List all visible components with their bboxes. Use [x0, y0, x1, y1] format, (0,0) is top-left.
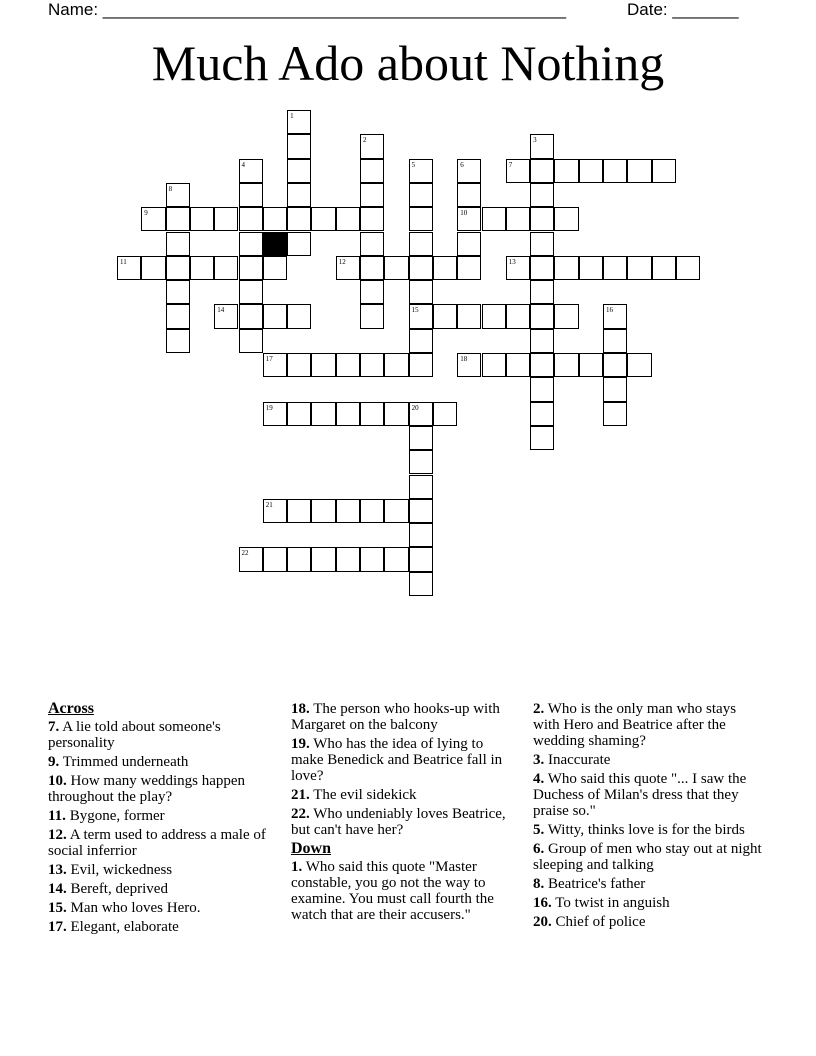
grid-cell[interactable]: [141, 256, 165, 280]
grid-cell[interactable]: [506, 256, 530, 280]
grid-cell[interactable]: [433, 256, 457, 280]
grid-cell[interactable]: [627, 159, 651, 183]
grid-cell[interactable]: [409, 523, 433, 547]
down-clue: 16. To twist in anguish: [533, 895, 670, 911]
grid-cell[interactable]: [506, 353, 530, 377]
grid-cell[interactable]: [409, 572, 433, 596]
grid-cell[interactable]: [530, 353, 554, 377]
grid-cell[interactable]: [627, 353, 651, 377]
grid-cell[interactable]: [360, 353, 384, 377]
grid-cell[interactable]: [239, 547, 263, 571]
grid-cell[interactable]: [409, 547, 433, 571]
grid-cell[interactable]: [360, 280, 384, 304]
grid-cell[interactable]: [506, 304, 530, 328]
down-clue: 2. Who is the only man who stays with Hero and Beatrice after the wedding shaming?: [533, 701, 737, 749]
name-field[interactable]: Name: _________________________________________________: [48, 0, 567, 19]
across-clue: 10. How many weddings happen throughout the play?: [48, 773, 246, 805]
grid-cell[interactable]: [360, 159, 384, 183]
grid-cell[interactable]: [336, 207, 360, 231]
grid-cell[interactable]: [239, 304, 263, 328]
grid-cell[interactable]: [239, 159, 263, 183]
grid-cell[interactable]: [579, 353, 603, 377]
grid-cell[interactable]: [239, 232, 263, 256]
grid-cell[interactable]: [263, 547, 287, 571]
grid-cell[interactable]: [166, 329, 190, 353]
grid-cell[interactable]: [530, 159, 554, 183]
down-heading: Down: [291, 840, 332, 857]
grid-cell[interactable]: [530, 304, 554, 328]
grid-cell[interactable]: [409, 304, 433, 328]
date-field[interactable]: Date: _______: [627, 0, 739, 19]
grid-cell[interactable]: [482, 304, 506, 328]
grid-cell[interactable]: [554, 304, 578, 328]
grid-cell[interactable]: [214, 207, 238, 231]
grid-cell[interactable]: [360, 207, 384, 231]
grid-cell[interactable]: [287, 207, 311, 231]
grid-cell[interactable]: [603, 304, 627, 328]
grid-cell[interactable]: [409, 159, 433, 183]
grid-cell[interactable]: [287, 110, 311, 134]
clue-number: 8: [168, 184, 173, 193]
grid-cell[interactable]: [263, 499, 287, 523]
grid-cell[interactable]: [360, 402, 384, 426]
clue-number: 22: [241, 549, 249, 558]
grid-cell[interactable]: [433, 402, 457, 426]
grid-cell[interactable]: [384, 256, 408, 280]
grid-cell[interactable]: [360, 134, 384, 158]
across-heading: Across: [48, 700, 94, 717]
grid-cell[interactable]: [214, 304, 238, 328]
grid-cell[interactable]: [652, 159, 676, 183]
grid-cell[interactable]: [336, 402, 360, 426]
grid-cell[interactable]: [482, 353, 506, 377]
grid-cell[interactable]: [627, 256, 651, 280]
down-clue: 20. Chief of police: [533, 914, 646, 930]
grid-cell[interactable]: [287, 304, 311, 328]
grid-cell[interactable]: [166, 280, 190, 304]
across-clue: 19. Who has the idea of lying to make Benedick and Beatrice fall in love?: [291, 736, 503, 784]
grid-cell[interactable]: [409, 402, 433, 426]
grid-cell[interactable]: [409, 450, 433, 474]
grid-cell[interactable]: [603, 402, 627, 426]
clue-number: 13: [508, 257, 516, 266]
grid-cell[interactable]: [287, 402, 311, 426]
grid-cell[interactable]: [311, 207, 335, 231]
grid-cell[interactable]: [360, 256, 384, 280]
grid-cell[interactable]: [287, 232, 311, 256]
clue-number: 17: [265, 355, 273, 363]
grid-cell[interactable]: [287, 159, 311, 183]
grid-cell[interactable]: [409, 353, 433, 377]
grid-cell[interactable]: [457, 256, 481, 280]
across-clue: 21. The evil sidekick: [291, 787, 417, 803]
grid-cell[interactable]: [554, 159, 578, 183]
grid-cell[interactable]: [409, 329, 433, 353]
grid-cell[interactable]: [360, 499, 384, 523]
grid-cell[interactable]: [554, 353, 578, 377]
grid-cell[interactable]: [409, 426, 433, 450]
grid-cell[interactable]: [530, 207, 554, 231]
grid-cell[interactable]: [263, 207, 287, 231]
grid-cell[interactable]: [336, 547, 360, 571]
grid-cell[interactable]: [409, 207, 433, 231]
grid-cell[interactable]: [311, 402, 335, 426]
black-square: [263, 232, 287, 256]
grid-cell[interactable]: [190, 256, 214, 280]
down-clue: 1. Who said this quote "Master constable, you go not the way to examine. You must call fourth the watch that are their accusers.": [291, 859, 494, 923]
grid-cell[interactable]: [506, 207, 530, 231]
grid-cell[interactable]: [530, 402, 554, 426]
down-clue: 5. Witty, thinks love is for the birds: [533, 822, 745, 838]
clue-number: 18: [460, 355, 468, 363]
clue-number: 4: [241, 160, 245, 169]
clue-number: 9: [144, 209, 148, 218]
grid-cell[interactable]: [360, 183, 384, 207]
grid-cell[interactable]: [603, 377, 627, 401]
grid-cell[interactable]: [117, 256, 141, 280]
across-clue: 18. The person who hooks-up with Margaret on the balcony: [291, 701, 500, 733]
clue-number: 6: [460, 160, 464, 169]
grid-cell[interactable]: [652, 256, 676, 280]
across-clue: 22. Who undeniably loves Beatrice, but can't have her?: [291, 806, 506, 838]
clue-number: 10: [460, 209, 468, 218]
grid-cell[interactable]: [409, 499, 433, 523]
clue-number: 14: [217, 306, 225, 315]
grid-cell[interactable]: [457, 232, 481, 256]
grid-cell[interactable]: [457, 353, 481, 377]
clue-number: 15: [411, 306, 419, 315]
grid-cell[interactable]: [433, 304, 457, 328]
down-clue: 6. Group of men who stay out at night sleeping and talking: [533, 841, 762, 873]
grid-cell[interactable]: [214, 256, 238, 280]
grid-cell[interactable]: [141, 207, 165, 231]
grid-cell[interactable]: [530, 426, 554, 450]
grid-cell[interactable]: [603, 329, 627, 353]
clue-number: 5: [411, 160, 416, 169]
grid-cell[interactable]: [457, 183, 481, 207]
grid-cell[interactable]: [239, 280, 263, 304]
grid-cell[interactable]: [287, 134, 311, 158]
across-clue: 17. Elegant, elaborate: [48, 919, 179, 935]
grid-cell[interactable]: [336, 353, 360, 377]
grid-cell[interactable]: [263, 353, 287, 377]
clue-column-1: [48, 701, 274, 938]
grid-cell[interactable]: [360, 232, 384, 256]
grid-cell[interactable]: [166, 207, 190, 231]
grid-cell[interactable]: [530, 183, 554, 207]
grid-cell[interactable]: [530, 377, 554, 401]
grid-cell[interactable]: [166, 304, 190, 328]
grid-cell[interactable]: [336, 499, 360, 523]
grid-cell[interactable]: [409, 232, 433, 256]
clue-number: 12: [338, 257, 346, 266]
grid-cell[interactable]: [676, 256, 700, 280]
grid-cell[interactable]: [166, 256, 190, 280]
grid-cell[interactable]: [311, 353, 335, 377]
grid-cell[interactable]: [506, 159, 530, 183]
across-clue: 11. Bygone, former: [48, 808, 165, 824]
grid-cell[interactable]: [239, 329, 263, 353]
grid-cell[interactable]: [384, 499, 408, 523]
grid-cell[interactable]: [409, 475, 433, 499]
across-clue: 15. Man who loves Hero.: [48, 900, 201, 916]
grid-cell[interactable]: [287, 183, 311, 207]
clue-column-3: [533, 701, 763, 933]
grid-cell[interactable]: [530, 256, 554, 280]
across-clue: 13. Evil, wickedness: [48, 862, 173, 878]
grid-cell[interactable]: [457, 207, 481, 231]
grid-cell[interactable]: [311, 499, 335, 523]
grid-cell[interactable]: [360, 547, 384, 571]
grid-cell[interactable]: [554, 207, 578, 231]
grid-cell[interactable]: [166, 183, 190, 207]
grid-cell[interactable]: [384, 547, 408, 571]
grid-cell[interactable]: [360, 304, 384, 328]
down-clue: 3. Inaccurate: [533, 752, 611, 768]
grid-cell[interactable]: [530, 329, 554, 353]
grid-cell[interactable]: [530, 134, 554, 158]
grid-cell[interactable]: [287, 499, 311, 523]
clue-number: 1: [290, 112, 294, 120]
clue-number: 7: [508, 160, 513, 169]
grid-cell[interactable]: [239, 256, 263, 280]
grid-cell[interactable]: [554, 256, 578, 280]
grid-cell[interactable]: [457, 159, 481, 183]
clue-number: 2: [363, 136, 367, 145]
grid-cell[interactable]: [239, 207, 263, 231]
grid-cell[interactable]: [311, 547, 335, 571]
grid-cell[interactable]: [166, 232, 190, 256]
grid-cell[interactable]: [482, 207, 506, 231]
grid-cell[interactable]: [384, 402, 408, 426]
across-clue: 14. Bereft, deprived: [48, 881, 168, 897]
puzzle-title: Much Ado about Nothing: [151, 35, 665, 91]
clue-number: 20: [411, 403, 419, 412]
down-clue: 4. Who said this quote "... I saw the Duchess of Milan's dress that they praise so.": [533, 771, 747, 819]
grid-cell[interactable]: [190, 207, 214, 231]
grid-cell[interactable]: [457, 304, 481, 328]
grid-cell[interactable]: [409, 256, 433, 280]
clue-number: 19: [265, 403, 273, 412]
clue-column-2: [291, 701, 517, 926]
clue-number: 16: [606, 306, 613, 315]
grid-cell[interactable]: [579, 256, 603, 280]
clue-number: 3: [533, 136, 537, 145]
grid-cell[interactable]: [263, 402, 287, 426]
grid-cell[interactable]: [530, 280, 554, 304]
grid-cell[interactable]: [384, 353, 408, 377]
grid-cell[interactable]: [263, 304, 287, 328]
clue-number: 21: [265, 500, 273, 509]
grid-cell[interactable]: [263, 256, 287, 280]
grid-cell[interactable]: [287, 353, 311, 377]
grid-cell[interactable]: [603, 353, 627, 377]
grid-cell[interactable]: [336, 256, 360, 280]
grid-cell[interactable]: [603, 159, 627, 183]
grid-cell[interactable]: [603, 256, 627, 280]
grid-cell[interactable]: [409, 183, 433, 207]
across-clue: 7. A lie told about someone's personality: [48, 719, 221, 751]
clue-number: 11: [120, 257, 127, 266]
grid-cell[interactable]: [239, 183, 263, 207]
across-clue: 12. A term used to address a male of social inferrior: [48, 827, 266, 859]
grid-cell[interactable]: [579, 159, 603, 183]
grid-cell[interactable]: [530, 232, 554, 256]
down-clue: 8. Beatrice's father: [533, 876, 646, 892]
grid-cell[interactable]: [287, 547, 311, 571]
across-clue: 9. Trimmed underneath: [48, 754, 189, 770]
grid-cell[interactable]: [409, 280, 433, 304]
